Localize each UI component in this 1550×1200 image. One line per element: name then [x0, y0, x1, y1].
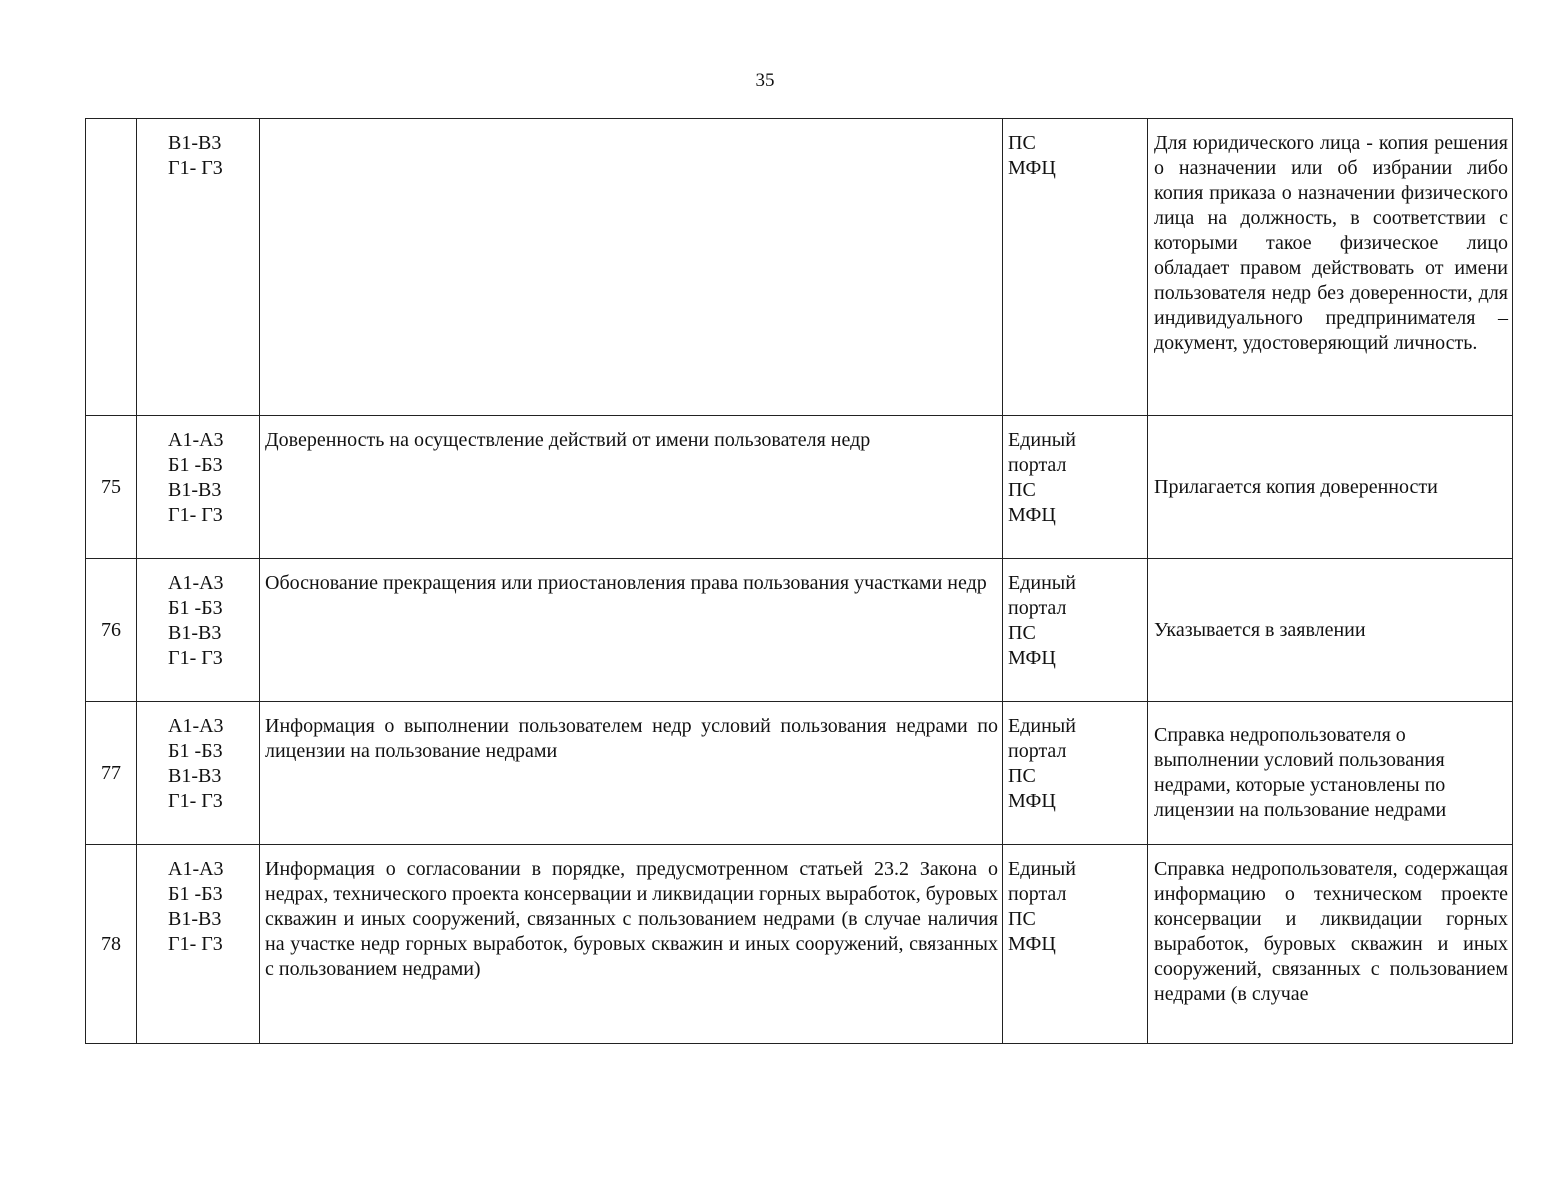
row-number-cell: [86, 702, 137, 845]
applicant-code: А1-А3: [168, 715, 224, 737]
applicant-code: Г1- Г3: [168, 790, 223, 812]
note-cell: [1148, 119, 1513, 416]
submission-channel: портал: [1008, 740, 1067, 762]
submission-channel: МФЦ: [1008, 790, 1056, 812]
submission-channel: ПС: [1008, 479, 1036, 501]
applicant-code: Г1- Г3: [168, 647, 223, 669]
applicant-code: В1-В3: [168, 622, 222, 644]
applicant-code: В1-В3: [168, 479, 222, 501]
document-name: Информация о согласовании в порядке, предусмотренном статьей 23.2 Закона о недрах, технического проекта консервации и ликвидации горных выработок, буровых скважин и иных сооружений, связанных с пользованием недрами (в случае наличия на участке недр горных выработок, буровых скважин и иных сооружений, связанных с пользованием недрами): [265, 858, 998, 980]
document-name-cell: [260, 845, 1003, 1044]
submission-channel: МФЦ: [1008, 933, 1056, 955]
applicant-code: Б1 -Б3: [168, 454, 223, 476]
applicant-code: Г1- Г3: [168, 157, 223, 179]
row-number: 75: [101, 475, 121, 498]
page-number: 35: [755, 70, 775, 91]
applicant-codes-cell: [137, 845, 260, 1044]
note-text: Для юридического лица - копия решения о назначении или об избрании либо копия приказа о назначении физического лица на должность, в соответствии с которыми такое физическое лицо обладает правом действовать от имени пользователя недр без доверенности, для индивидуального предпринимателя – документ, удостоверяющий личность.: [1154, 132, 1508, 354]
applicant-codes-cell: [137, 119, 260, 416]
applicant-codes-cell: [137, 416, 260, 559]
row-number-cell: [86, 845, 137, 1044]
applicant-code: Б1 -Б3: [168, 740, 223, 762]
note-text: Справка недропользователя о выполнении условий пользования недрами, которые установлены по лицензии на пользование недрами: [1154, 724, 1447, 821]
note-cell: [1148, 845, 1513, 1044]
submission-channel: портал: [1008, 883, 1067, 905]
note-cell: [1148, 559, 1513, 702]
document-name-cell: [260, 559, 1003, 702]
submission-channel: МФЦ: [1008, 504, 1056, 526]
submission-channels-cell: [1003, 702, 1148, 845]
table-row: [86, 845, 1513, 1044]
document-name: Доверенность на осуществление действий от имени пользователя недр: [265, 429, 871, 451]
applicant-code: А1-А3: [168, 429, 224, 451]
applicant-code: А1-А3: [168, 858, 224, 880]
table-row: [86, 119, 1513, 416]
submission-channel: МФЦ: [1008, 647, 1056, 669]
document-name-cell: [260, 702, 1003, 845]
applicant-codes-cell: [137, 559, 260, 702]
submission-channel: портал: [1008, 454, 1067, 476]
document-name: [260, 119, 1002, 131]
submission-channel: ПС: [1008, 132, 1036, 154]
applicant-code: Г1- Г3: [168, 933, 223, 955]
submission-channel: МФЦ: [1008, 157, 1056, 179]
applicant-code: Г1- Г3: [168, 504, 223, 526]
note-text: Прилагается копия доверенности: [1154, 475, 1438, 498]
submission-channel: Единый: [1008, 429, 1076, 451]
applicant-code: В1-В3: [168, 132, 222, 154]
document-name-cell: [260, 416, 1003, 559]
note-text: Указывается в заявлении: [1154, 618, 1366, 641]
note-text: Справка недропользователя, содержащая информацию о техническом проекте консервации и ликвидации горных выработок, буровых скважин и иных сооружений, связанных с пользованием недрами (в случае: [1154, 858, 1508, 1005]
row-number: 76: [101, 618, 121, 641]
row-number: 77: [101, 761, 121, 784]
submission-channel: ПС: [1008, 908, 1036, 930]
submission-channel: Единый: [1008, 858, 1076, 880]
submission-channel: Единый: [1008, 715, 1076, 737]
submission-channels-cell: [1003, 559, 1148, 702]
document-name: Информация о выполнении пользователем недр условий пользования недрами по лицензии на пользование недрами: [265, 715, 998, 762]
submission-channels-cell: [1003, 119, 1148, 416]
submission-channels-cell: [1003, 416, 1148, 559]
row-number-cell: [86, 559, 137, 702]
documents-table: [85, 118, 1513, 1044]
row-number-cell: [86, 119, 137, 416]
note-cell: [1148, 702, 1513, 845]
document-name-cell: [260, 119, 1003, 416]
submission-channel: портал: [1008, 597, 1067, 619]
row-number-cell: [86, 416, 137, 559]
table-row: [86, 416, 1513, 559]
row-number: 78: [101, 932, 121, 955]
applicant-code: В1-В3: [168, 908, 222, 930]
table-row: [86, 702, 1513, 845]
applicant-code: А1-А3: [168, 572, 224, 594]
applicant-codes-cell: [137, 702, 260, 845]
table-row: [86, 559, 1513, 702]
applicant-code: В1-В3: [168, 765, 222, 787]
applicant-code: Б1 -Б3: [168, 597, 223, 619]
submission-channel: ПС: [1008, 622, 1036, 644]
note-cell: [1148, 416, 1513, 559]
submission-channel: ПС: [1008, 765, 1036, 787]
document-name: Обоснование прекращения или приостановления права пользования участками недр: [265, 572, 987, 594]
submission-channels-cell: [1003, 845, 1148, 1044]
submission-channel: Единый: [1008, 572, 1076, 594]
applicant-code: Б1 -Б3: [168, 883, 223, 905]
